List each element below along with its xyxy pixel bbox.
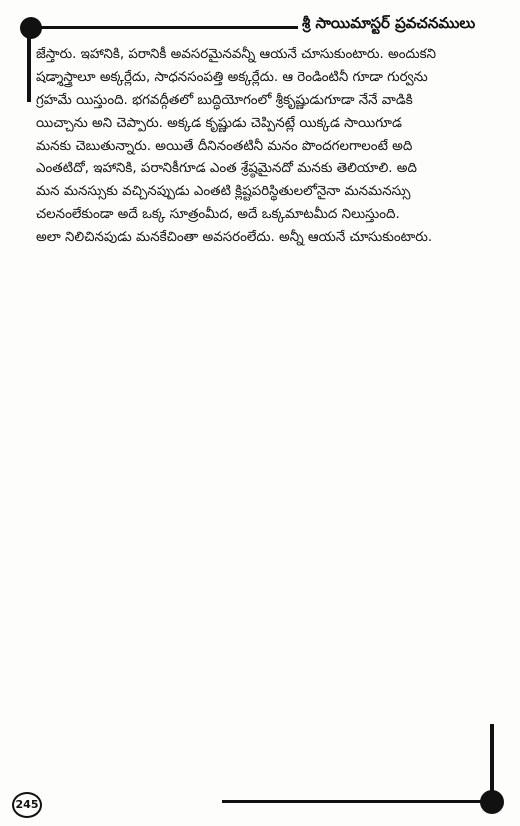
text-line: చలనంలేకుండా అదే ఒక్క సూత్రంమీద, అదే ఒక్కమాటమీద నిలుస్తుంది.	[36, 207, 400, 223]
footer-rule	[222, 800, 486, 803]
text-line: మన మనస్సుకు వచ్చినప్పుడు ఎంతటి క్లిష్టపరిస్థితులలోనైనా మనమనస్సు	[36, 184, 411, 200]
text-line: ఎంతటిదో, ఇహానికి, పరానికీగూడ ఎంత శ్రేష్ఠమైనదో మనకు తెలియాలి. అది	[36, 161, 417, 177]
text-line: అలా నిలిచినపుడు మనకేచింతా అవసరంలేదు. అన్నీ ఆయనే చూసుకుంటారు.	[36, 230, 433, 246]
footer-ornament-dot	[480, 790, 504, 814]
left-margin-bar	[27, 36, 31, 102]
header-rule	[30, 26, 298, 29]
text-line: యిచ్చాను అని చెప్పారు. అక్కడ కృష్ణుడు చెప్పినట్లే యిక్కడ సాయిగూడ	[36, 115, 402, 131]
running-header-title: శ్రీ సాయిమాస్టర్ ప్రవచనములు	[302, 14, 476, 32]
right-margin-bar	[490, 724, 494, 794]
text-line: మనకు చెబుతున్నారు. అయితే దీనినంతటినీ మనం పొందగలగాలంటే అది	[36, 138, 413, 154]
text-line: జేస్తారు. ఇహానికి, పరానికీ అవసరమైనవన్నీ ఆయనే చూసుకుంటారు. అందుకని	[36, 47, 436, 62]
text-line: షడ్శాస్త్రాలూ అక్కర్లేదు, సాధనసంపత్తి అక్కర్లేదు. ఆ రెండింటినీ గూడా గుర్వను	[36, 69, 428, 85]
body-paragraph	[36, 44, 496, 250]
page-number: 245	[12, 792, 42, 818]
text-line: గ్రహమే యిస్తుంది. భగవద్గీతలో బుద్ధియోగంలో శ్రీకృష్ణుడుగూడా నేనే వాడికి	[36, 92, 413, 108]
